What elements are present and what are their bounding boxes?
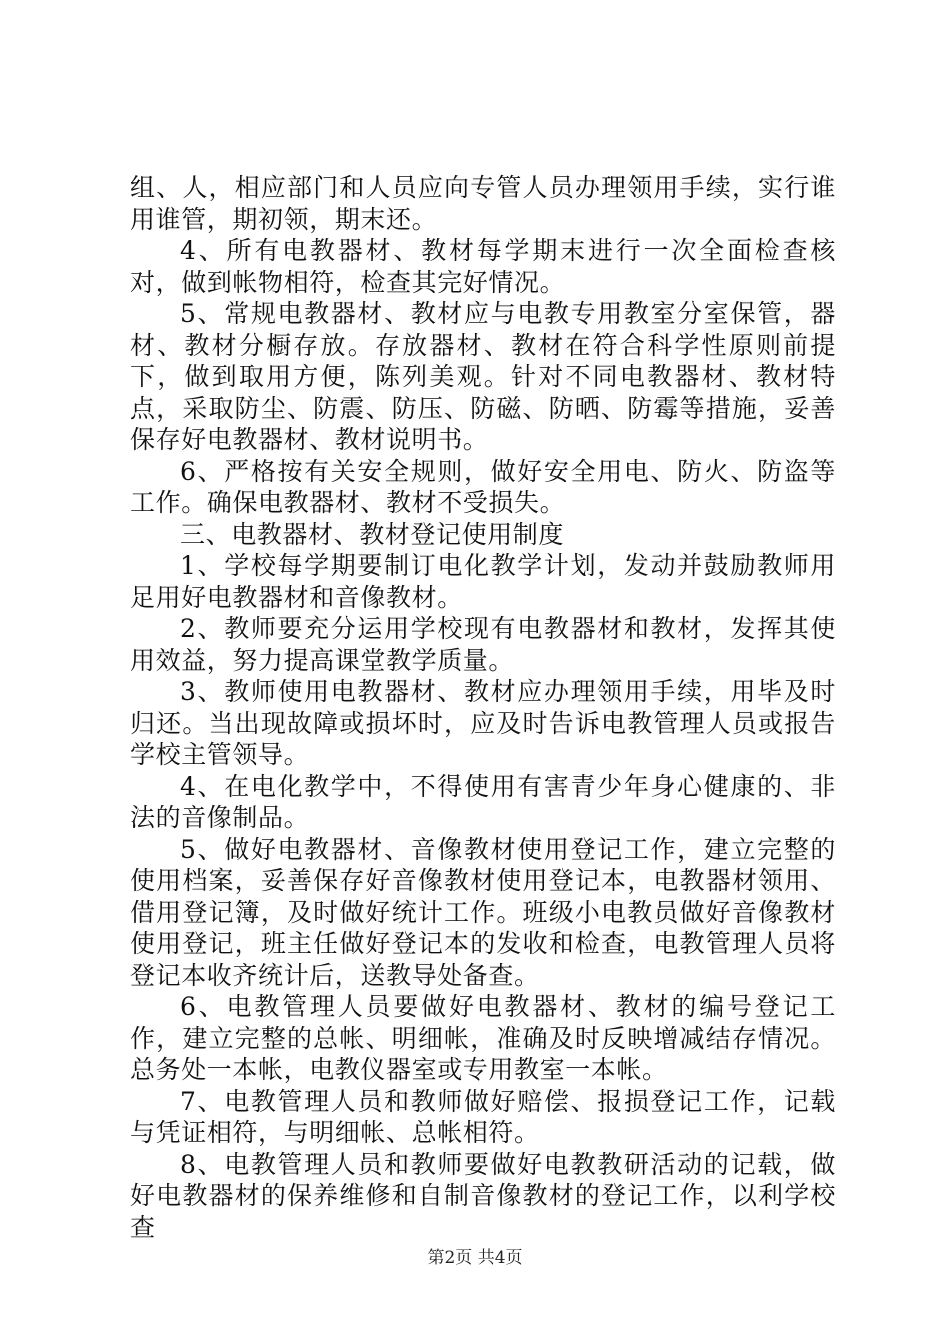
section-heading: 三、电教器材、教材登记使用制度 [180,519,565,549]
paragraph: 5、做好电教器材、音像教材使用登记工作，建立完整的使用档案，妥善保存好音像教材使用登记本，电教器材领用、借用登记簿，及时做好统计工作。班级小电教员做好音像教材使用登记，班主任做好登记本的发收和检查，电教管理人员将登记本收齐统计后，送教导处备查。 [130,834,836,990]
paragraph: 5、常规电教器材、教材应与电教专用教室分室保管，器材、教材分橱存放。存放器材、教材在符合科学性原则前提下，做到取用方便，陈列美观。针对不同电教器材、教材特点，采取防尘、防震、防压、防磁、防晒、防霉等措施，妥善保存好电教器材、教材说明书。 [130,299,836,454]
paragraph: 3、教师使用电教器材、教材应办理领用手续，用毕及时归还。当出现故障或损坏时，应及时告诉电教管理人员或报告学校主管领导。 [130,677,836,769]
paragraph: 6、严格按有关安全规则，做好安全用电、防火、防盗等工作。确保电教器材、教材不受损失。 [130,456,836,517]
paragraph: 2、教师要充分运用学校现有电教器材和教材，发挥其使用效益，努力提高课堂教学质量。 [130,614,836,675]
page-number-footer: 第2页 共4页 [427,1248,523,1268]
paragraph: 4、在电化教学中，不得使用有害青少年身心健康的、非法的音像制品。 [130,771,836,832]
document-body [130,172,836,1243]
paragraph: 6、电教管理人员要做好电教器材、教材的编号登记工作，建立完整的总帐、明细帐，准确及时反映增减结存情况。总务处一本帐，电教仪器室或专用教室一本帐。 [130,992,836,1084]
paragraph: 8、电教管理人员和教师要做好电教教研活动的记载，做好电教器材的保养维修和自制音像教材的登记工作，以利学校查 [130,1149,836,1242]
paragraph: 7、电教管理人员和教师做好赔偿、报损登记工作，记载与凭证相符，与明细帐、总帐相符。 [130,1086,836,1147]
paragraph: 1、学校每学期要制订电化教学计划，发动并鼓励教师用足用好电教器材和音像教材。 [130,551,836,612]
paragraph: 组、人，相应部门和人员应向专管人员办理领用手续，实行谁用谁管，期初领，期末还。 [130,173,836,234]
paragraph: 4、所有电教器材、教材每学期末进行一次全面检查核对，做到帐物相符，检查其完好情况。 [130,236,836,297]
